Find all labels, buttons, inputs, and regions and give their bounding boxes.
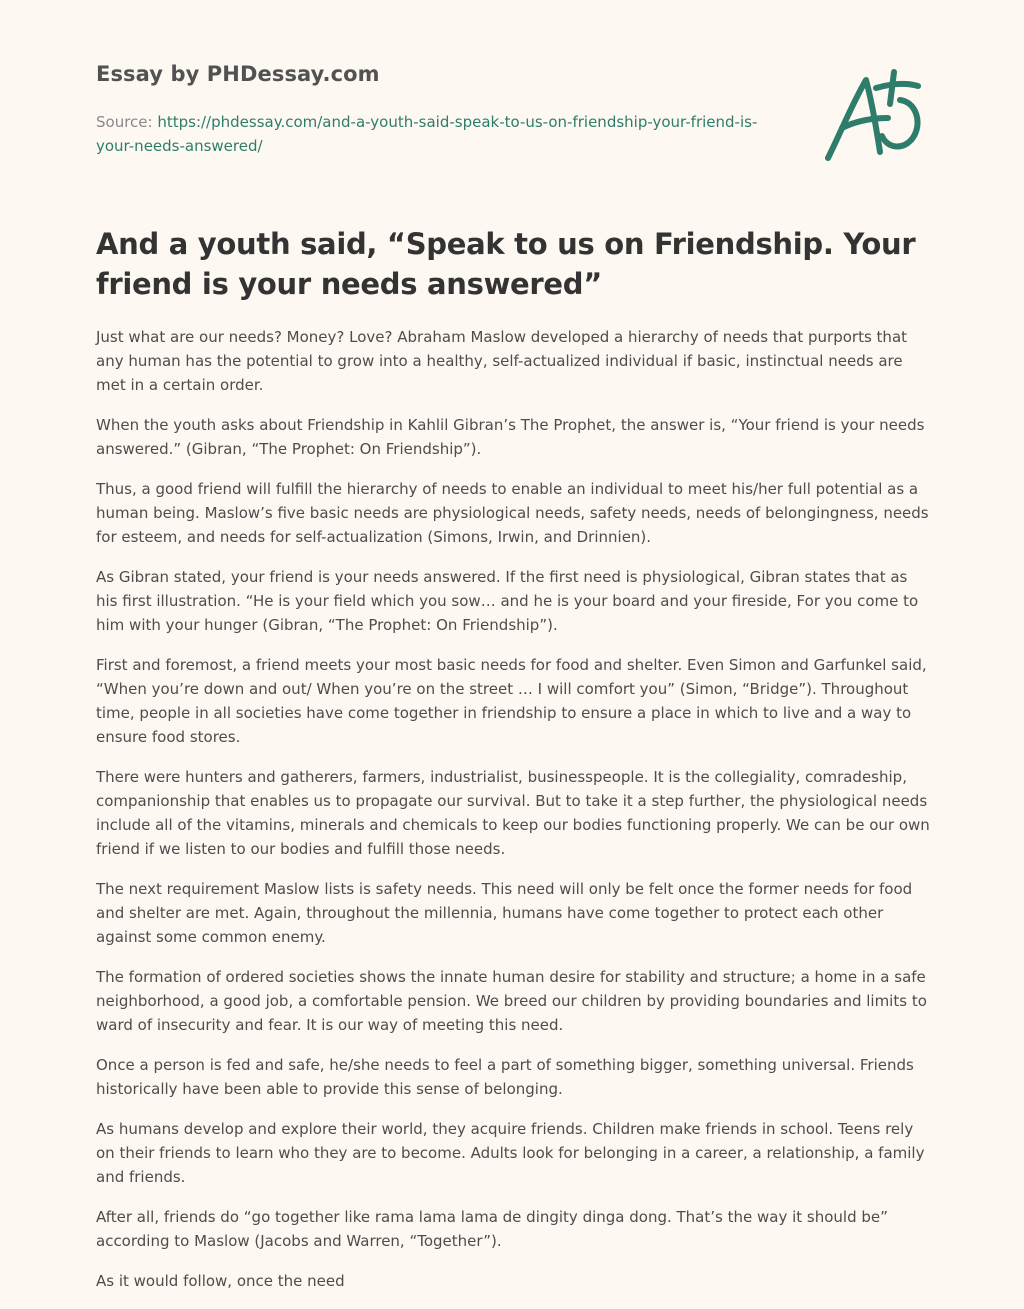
essay-paragraph: After all, friends do “go together like rama lama lama de dingity dinga dong. That’s the way it should be” according to Maslow (Jacobs and Warren, “Together”). <box>96 1208 888 1250</box>
logo-swoosh <box>882 100 918 147</box>
essay-paragraph: Thus, a good friend will fulfill the hierarchy of needs to enable an individual to meet his/her full potential as a human being. Maslow’s five basic needs are physiological needs, safety needs, needs of belongingness, needs for esteem, and needs for self-actualization (Simons, Irwin, and Drinnien). <box>96 480 929 546</box>
essay-paragraph: When the youth asks about Friendship in Kahlil Gibran’s The Prophet, the answer is, “Your friend is your needs answered.” (Gibran, “The Prophet: On Friendship”). <box>96 416 925 458</box>
logo-plus-horizontal <box>876 84 918 88</box>
essay-paragraph: As humans develop and explore their world, they acquire friends. Children make friends in school. Teens rely on their friends to learn who they are to become. Adults look for belonging in a career, a relationship, a family and friends. <box>96 1120 925 1186</box>
source-link[interactable]: https://phdessay.com/and-a-youth-said-speak-to-us-on-friendship-your-friend-is-your-needs-answered/ <box>96 113 758 155</box>
essay-title: And a youth said, “Speak to us on Friendship. Your friend is your needs answered” <box>96 227 916 301</box>
essay-paragraph: Just what are our needs? Money? Love? Abraham Maslow developed a hierarchy of needs that purports that any human has the potential to grow into a healthy, self-actualized individual if basic, instinctual needs are met in a certain order. <box>96 328 908 394</box>
essay-paragraph: The formation of ordered societies shows the innate human desire for stability and structure; a home in a safe neighborhood, a good job, a comfortable pension. We breed our children by providing boundaries and limits to ward of insecurity and fear. It is our way of meeting this need. <box>96 968 927 1034</box>
site-brand: Essay by PHDessay.com <box>96 62 380 86</box>
a-plus-logo-icon <box>818 66 930 166</box>
essay-paragraph: Once a person is fed and safe, he/she needs to feel a part of something bigger, something universal. Friends historically have been able to provide this sense of belonging. <box>96 1056 914 1098</box>
logo-plus-vertical <box>890 72 894 104</box>
essay-paragraph: The next requirement Maslow lists is safety needs. This need will only be felt once the former needs for food and shelter are met. Again, throughout the millennia, humans have come together to protect each other against some common enemy. <box>96 880 913 946</box>
essay-paragraph: As Gibran stated, your friend is your needs answered. If the first need is physiological, Gibran states that as his first illustration. “He is your field which you sow… and he is your board and your fireside, For you come to him with your hunger (Gibran, “The Prophet: On Friendship”). <box>96 568 919 634</box>
essay-paragraph: There were hunters and gatherers, farmers, industrialist, businesspeople. It is the collegiality, comradeship, companionship that enables us to propagate our survival. But to take it a step further, the physiological needs include all of the vitamins, minerals and chemicals to keep our bodies functioning properly. We can be our own friend if we listen to our bodies and fulfill those needs. <box>96 768 930 858</box>
source-line <box>96 110 766 158</box>
source-label: Source: <box>96 113 158 131</box>
essay-paragraph: As it would follow, once the need <box>96 1272 345 1290</box>
essay-body <box>96 325 932 1309</box>
essay-paragraph: First and foremost, a friend meets your most basic needs for food and shelter. Even Simon and Garfunkel said, “When you’re down and out/ When you’re on the street … I will comfort you” (Simon, “Bridge”). Throughout time, people in all societies have come together in friendship to ensure a place in which to live and a way to ensure food stores. <box>96 656 927 746</box>
